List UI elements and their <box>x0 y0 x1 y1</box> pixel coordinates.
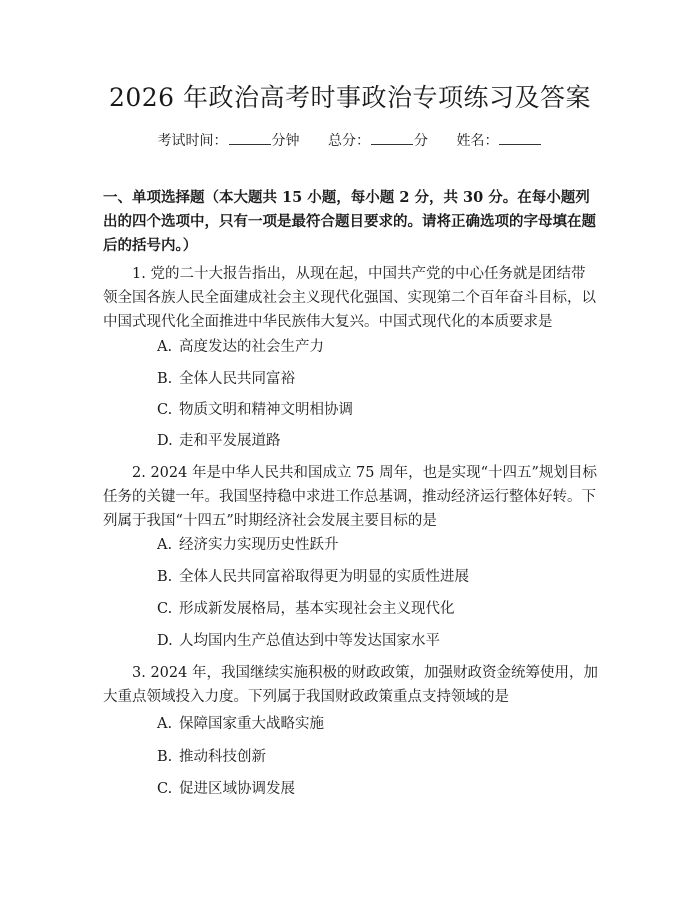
question-3-option-b <box>157 746 597 768</box>
option-text: 经济实力实现历史性跃升 <box>179 537 339 553</box>
exam-time-label: 考试时间： <box>157 133 228 149</box>
option-text: 全体人民共同富裕 <box>179 371 295 387</box>
option-text: 形成新发展格局，基本实现社会主义现代化 <box>179 601 455 617</box>
total-score-blank <box>371 130 413 145</box>
option-letter: D. <box>157 633 173 649</box>
exam-info-line <box>0 130 700 152</box>
question-3-option-a <box>157 713 597 735</box>
question-2-option-a <box>157 534 597 556</box>
exam-time-blank <box>229 130 271 145</box>
option-letter: A. <box>157 339 173 355</box>
option-text: 人均国内生产总值达到中等发达国家水平 <box>179 633 440 649</box>
exam-time-unit: 分钟 <box>271 133 300 149</box>
option-letter: C. <box>157 781 173 797</box>
option-letter: B. <box>157 749 173 765</box>
option-text: 物质文明和精神文明相协调 <box>179 402 353 418</box>
page-title: 2026 年政治高考时事政治专项练习及答案 <box>108 83 592 112</box>
question-1-option-b <box>157 368 597 390</box>
option-text: 高度发达的社会生产力 <box>179 339 324 355</box>
total-score-field <box>328 130 428 152</box>
option-text: 保障国家重大战略实施 <box>179 716 324 732</box>
option-letter: A. <box>157 537 173 553</box>
question-1-option-d <box>157 430 597 452</box>
total-score-unit: 分 <box>414 133 428 149</box>
total-score-label: 总分： <box>328 133 370 149</box>
name-label: 姓名： <box>456 133 499 149</box>
name-field <box>456 130 542 152</box>
option-letter: B. <box>157 371 173 387</box>
option-letter: A. <box>157 716 173 732</box>
option-letter: D. <box>157 433 173 449</box>
question-3-option-c <box>157 778 597 800</box>
question-1-option-c <box>157 399 597 421</box>
option-letter: B. <box>157 569 173 585</box>
option-text: 促进区域协调发展 <box>179 781 295 797</box>
exam-time-field <box>158 130 300 152</box>
question-1-option-a <box>157 336 597 358</box>
question-1-stem: 1. 党的二十大报告指出，从现在起，中国共产党的中心任务就是团结带领全国各族人民全面建成社会主义现代化强国、实现第二个百年奋斗目标，以中国式现代化全面推进中华民族伟大复兴。中国式现代化的本质要求是 <box>103 266 596 330</box>
question-2-option-b <box>157 566 597 588</box>
option-letter: C. <box>157 402 173 418</box>
question-2-option-d <box>157 630 597 652</box>
question-2-option-c <box>157 598 597 620</box>
question-3-stem: 3. 2024 年，我国继续实施积极的财政政策，加强财政资金统筹使用，加大重点领域投入力度。下列属于我国财政政策重点支持领域的是 <box>103 665 598 705</box>
name-blank <box>499 130 541 145</box>
option-letter: C. <box>157 601 173 617</box>
section-heading: 一、单项选择题（本大题共 15 小题，每小题 2 分，共 30 分。在每小题列出的四个选项中，只有一项是最符合题目要求的。请将正确选项的字母填在题后的括号内。） <box>103 189 596 254</box>
option-text: 走和平发展道路 <box>179 433 281 449</box>
option-text: 推动科技创新 <box>179 749 266 765</box>
option-text: 全体人民共同富裕取得更为明显的实质性进展 <box>179 569 469 585</box>
question-2-stem: 2. 2024 年是中华人民共和国成立 75 周年，也是实现“十四五”规划目标任务的关键一年。我国坚持稳中求进工作总基调，推动经济运行整体好转。下列属于我国“十四五”时期经济社会发展主要目标的是 <box>103 465 597 529</box>
